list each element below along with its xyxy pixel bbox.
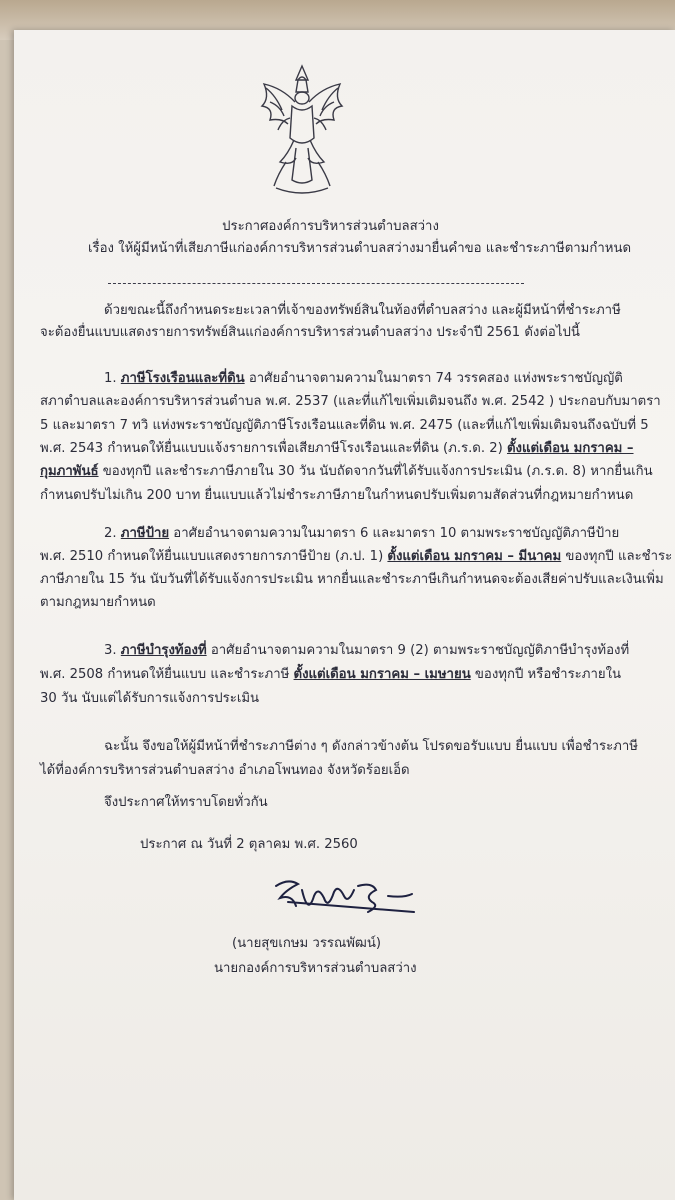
section3-line-3: 30 วัน นับแต่ได้รับการแจ้งการประเมิน (40, 691, 260, 706)
signatory-position: นายกองค์การบริหารส่วนตำบลสว่าง (214, 961, 417, 976)
handwritten-signature (268, 876, 418, 936)
section1-line-5: กุมภาพันธ์ ของทุกปี และชำระภาษีภายใน 30 วัน นับถัดจากวันที่ได้รับแจ้งการประเมิน (ภ.ร.ด. 8) หากยื่นเกิน (40, 464, 653, 479)
section2-period: ตั้งแต่เดือน มกราคม – มีนาคม (387, 549, 562, 564)
signatory-name: (นายสุขเกษม วรรณพัฒน์) (232, 936, 381, 951)
section1-heading: ภาษีโรงเรือนและที่ดิน (120, 371, 245, 386)
section2-line-4: ตามกฎหมายกำหนด (40, 595, 156, 610)
section2-line-3: ภาษีภายใน 15 วัน นับวันที่ได้รับแจ้งการประเมิน หากยื่นและชำระภาษีเกินกำหนดจะต้องเสียค่าปรับและเงินเพิ่ม (40, 572, 664, 587)
section1-line-1: 1. ภาษีโรงเรือนและที่ดิน อาศัยอำนาจตามความในมาตรา 74 วรรคสอง แห่งพระราชบัญญัติ (104, 371, 623, 386)
section3-heading: ภาษีบำรุงท้องที่ (120, 643, 207, 658)
closing-line-1: ฉะนั้น จึงขอให้ผู้มีหน้าที่ชำระภาษีต่าง ๆ ดังกล่าวข้างต้น โปรดขอรับแบบ ยื่นแบบ เพื่อชำระภาษี (104, 739, 638, 754)
section1-line-3: 5 และมาตรา 7 ทวิ แห่งพระราชบัญญัติภาษีโรงเรือนและที่ดิน พ.ศ. 2475 (และที่แก้ไขเพิ่มเติมจนถึงฉบับที่ 5 (40, 418, 649, 433)
section1-line-4: พ.ศ. 2543 กำหนดให้ยื่นแบบแจ้งรายการเพื่อเสียภาษีโรงเรือนและที่ดิน (ภ.ร.ด. 2) ตั้งแต่เดือน มกราคม – (40, 441, 634, 456)
section3-line-1: 3. ภาษีบำรุงท้องที่ อาศัยอำนาจตามความในมาตรา 9 (2) ตามพระราชบัญญัติภาษีบำรุงท้องที่ (104, 643, 630, 658)
section3-line-2: พ.ศ. 2508 กำหนดให้ยื่นแบบ และชำระภาษี ตั้งแต่เดือน มกราคม – เมษายน ของทุกปี หรือชำระภายใน (40, 667, 622, 682)
notice-title: ประกาศองค์การบริหารส่วนตำบลสว่าง (222, 219, 439, 234)
notice-subject: เรื่อง ให้ผู้มีหน้าที่เสียภาษีแก่องค์การบริหารส่วนตำบลสว่างมายื่นคำขอ และชำระภาษีตามกำหนด (88, 241, 632, 256)
section3-period: ตั้งแต่เดือน มกราคม – เมษายน (293, 667, 471, 682)
section1-period: ตั้งแต่เดือน มกราคม – (506, 441, 634, 456)
section2-line-1: 2. ภาษีป้าย อาศัยอำนาจตามความในมาตรา 6 และมาตรา 10 ตามพระราชบัญญัติภาษีป้าย (104, 526, 620, 541)
section1-line-2: สภาตำบลและองค์การบริหารส่วนตำบล พ.ศ. 2537 (และที่แก้ไขเพิ่มเติมจนถึง พ.ศ. 2542 ) ประกอบกับมาตรา (40, 394, 661, 409)
intro-line-2: จะต้องยื่นแบบแสดงรายการทรัพย์สินแก่องค์การบริหารส่วนตำบลสว่าง ประจำปี 2561 ดังต่อไปนี้ (40, 325, 580, 340)
closing-line-2: ได้ที่องค์การบริหารส่วนตำบลสว่าง อำเภอโพนทอง จังหวัดร้อยเอ็ด (40, 763, 410, 778)
section1-line-6: กำหนดปรับไม่เกิน 200 บาท ยื่นแบบแล้วไม่ชำระภาษีภายในกำหนดปรับเพิ่มตามสัดส่วนที่กฎหมายกำหนด (40, 488, 634, 503)
divider-line (108, 283, 524, 284)
garuda-emblem (252, 58, 352, 208)
section2-heading: ภาษีป้าย (120, 526, 170, 541)
announce-text: จึงประกาศให้ทราบโดยทั่วกัน (104, 795, 268, 810)
announce-date: ประกาศ ณ วันที่ 2 ตุลาคม พ.ศ. 2560 (140, 837, 358, 852)
intro-line-1: ด้วยขณะนี้ถึงกำหนดระยะเวลาที่เจ้าของทรัพย์สินในท้องที่ตำบลสว่าง และผู้มีหน้าที่ชำระภาษี (104, 303, 621, 318)
section2-line-2: พ.ศ. 2510 กำหนดให้ยื่นแบบแสดงรายการภาษีป้าย (ภ.ป. 1) ตั้งแต่เดือน มกราคม – มีนาคม ของทุกปี และชำระ (40, 549, 673, 564)
